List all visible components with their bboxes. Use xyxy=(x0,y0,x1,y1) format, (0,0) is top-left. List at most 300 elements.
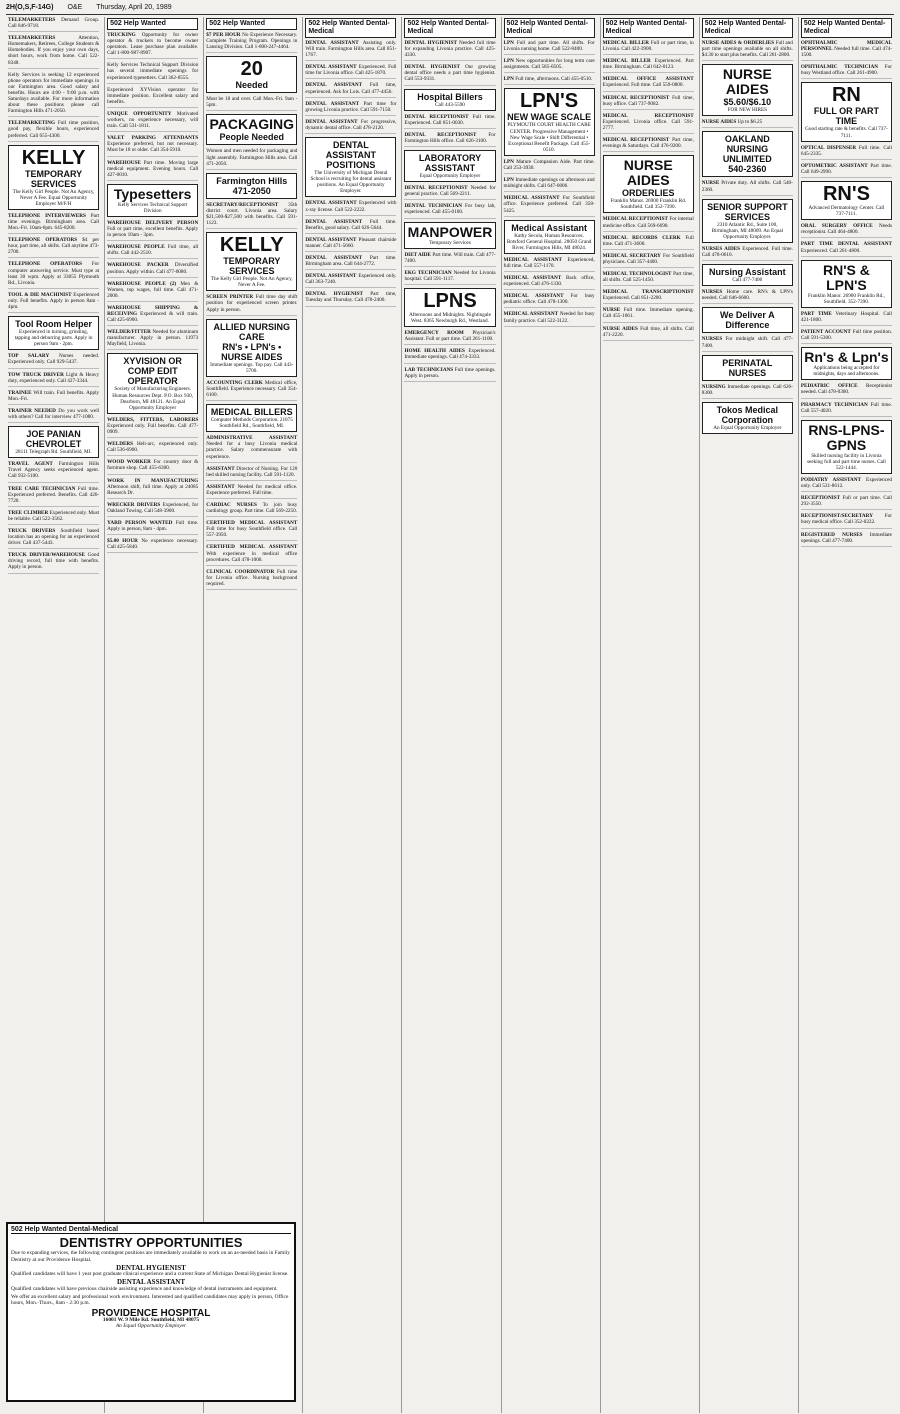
ad-text: Experienced. Full time for Livonia office. Call 425-1870. xyxy=(305,64,397,77)
classified-ad xyxy=(801,64,892,79)
display-ad-box xyxy=(801,420,892,474)
display-ad-box xyxy=(107,353,198,413)
classified-ad xyxy=(206,520,297,541)
classified-ad xyxy=(8,408,99,423)
classified-ad xyxy=(305,291,396,306)
ad-title: MEDICAL ASSISTANT xyxy=(503,256,562,263)
display-ad-headline: Tool Room Helper xyxy=(15,319,92,330)
display-ad-box xyxy=(801,82,892,141)
ad-text: Medical office, Southfield. Experience necessary. Call 354-6100. xyxy=(206,379,298,398)
classified-ad xyxy=(801,383,892,398)
ad-title: DENTAL ASSISTANT xyxy=(305,40,359,46)
ad-title: CERTIFIED MEDICAL ASSISTANT xyxy=(206,520,298,527)
classified-ad xyxy=(801,513,892,528)
classified-ad xyxy=(504,177,595,192)
classified-ad xyxy=(305,200,396,215)
ad-title: PART TIME DENTAL ASSISTANT xyxy=(800,241,892,248)
ad-title: TRAINER NEEDED xyxy=(8,407,56,414)
section-header: 502 Help Wanted Dental-Medical xyxy=(504,18,595,38)
ad-title: ACCOUNTING CLERK xyxy=(206,379,263,386)
display-ad-headline: MEDICAL BILLERS xyxy=(210,407,293,418)
classified-ad xyxy=(504,275,595,290)
classified-ad xyxy=(107,305,198,326)
ad-title: DENTAL RECEPTIONIST xyxy=(404,131,477,138)
display-ad-note: 28111 Telegraph Rd. Southfield, MI. xyxy=(15,449,92,456)
ad-title: DENTAL RECEPTIONIST xyxy=(404,113,469,120)
classified-ad xyxy=(206,435,297,462)
display-ad-headline: Tokos Medical Corporation xyxy=(716,404,778,425)
ad-text: No experience necessary. Call 425-5840. xyxy=(107,538,199,551)
ad-title: PART TIME xyxy=(800,310,832,317)
ad-title: TELEMARKETERS xyxy=(8,35,56,42)
display-ad-box xyxy=(404,89,495,111)
classified-ad xyxy=(404,203,495,218)
classified-ad xyxy=(8,461,99,482)
ad-title: TELEMARKETING xyxy=(8,120,55,127)
display-ad-subhead: FULL OR PART TIME xyxy=(813,106,880,127)
ad-title: WELDERS, FITTERS, LABORERS xyxy=(107,416,199,423)
classified-ad xyxy=(801,241,892,256)
display-ad-note: Applications being accepted for midnights, days and afternoons. xyxy=(813,365,880,378)
ad-text: Experienced XYVision operator for immediate position. Excellent salary and benefits. xyxy=(107,86,199,105)
display-ad-note: Call 443-5590 xyxy=(435,101,465,108)
display-ad-note: Skilled nursing facility in Livonia seeking full and part time nurses. Call 522-1444. xyxy=(807,452,886,471)
classified-ad xyxy=(107,478,198,499)
ad-text: Experienced only. Call 531-8612. xyxy=(800,477,892,490)
classified-ad xyxy=(702,180,793,195)
ad-title: WOOD WORKER xyxy=(107,459,151,466)
classified-ad xyxy=(305,219,396,234)
ad-title: NURSE AIDES xyxy=(701,119,737,126)
ad-text: Part time, all shifts. Call 525-1450. xyxy=(602,270,694,284)
classified-ad xyxy=(801,40,892,61)
ad-title: NURSING xyxy=(701,383,726,390)
ad-text: Veterinary Hospital. Call 421-1800. xyxy=(800,310,892,323)
classified-ad xyxy=(107,32,198,59)
ad-title: WAREHOUSE SHIPPING & RECEIVING xyxy=(107,304,199,317)
ad-text: For busy Westland office. Call 261-4900. xyxy=(800,64,892,77)
ad-title: OPTICAL DISPENSER xyxy=(800,144,857,151)
ad-text: Full time. Call 645-2335. xyxy=(800,144,892,157)
display-ad-subhead: RN's • LPN's • NURSE AIDES xyxy=(221,341,283,362)
ad-title: TELEMARKETERS xyxy=(8,17,56,23)
classified-ad xyxy=(107,281,198,302)
ad-title: DIET AIDE xyxy=(404,251,432,258)
ad-text: For internal medicine office. Call 569-6690. xyxy=(602,216,694,229)
classified-ad xyxy=(107,417,198,438)
classified-ad xyxy=(8,213,99,234)
classified-ad xyxy=(8,353,99,368)
display-ad-note: The Kelly Girl People. Not An Agency, Never A Fee. Equal Opportunity Employer M/F/H xyxy=(12,188,95,207)
ad-text: Will train. Full benefits. Apply Mon.-Fri. xyxy=(8,389,100,402)
ad-title: WAREHOUSE xyxy=(107,159,141,166)
ad-title: MEDICAL ASSISTANT xyxy=(503,311,559,318)
ad-title: NURSE AIDES & ORDERLIES xyxy=(701,40,775,46)
ad-text: Full time. Call 557-4020. xyxy=(800,401,892,414)
ad-text: For Farmington Hills office. Call 626-3100. xyxy=(404,131,496,144)
display-ad-note: Immediate openings. Top pay. Call 443-5700. xyxy=(210,361,294,374)
classified-ad xyxy=(8,292,99,313)
ad-title: MEDICAL BILLER xyxy=(602,58,651,65)
ad-title: DENTAL ASSISTANT xyxy=(305,118,358,125)
classified-ad xyxy=(8,390,99,405)
display-ad-note: An Equal Opportunity Employer xyxy=(713,424,782,431)
ad-text: Experienced with x-ray license. Call 522-2222. xyxy=(305,200,397,213)
display-ad-headline: RNS-LPNS-GPNS xyxy=(808,421,885,453)
ad-text: Full and part time openings available on all shifts. $4.30 to start plus benefits. Call 261-2800. xyxy=(701,40,793,59)
section-header: 502 Help Wanted Dental-Medical xyxy=(801,18,892,38)
ad-title: TRUCKING xyxy=(107,32,136,38)
display-ad-headline: Hospital Billers xyxy=(417,91,483,102)
ad-text: For Southfield physicians. Call 357-4400. xyxy=(602,252,694,265)
classified-ad xyxy=(603,289,694,304)
ad-text: Demand Group. Call 846-9718. xyxy=(8,17,100,30)
ad-title: $7 PER HOUR xyxy=(206,32,241,38)
display-ad-headline: Typesetters xyxy=(113,185,192,202)
ad-title: MEDICAL OFFICE ASSISTANT xyxy=(602,76,694,83)
ad-title: DENTAL ASSISTANT xyxy=(305,82,363,89)
ad-title: LAB TECHNICIANS xyxy=(404,366,454,373)
classified-ad xyxy=(702,384,793,399)
display-ad-box xyxy=(702,307,793,333)
ad-title: MEDICAL RECORDS CLERK xyxy=(602,234,681,241)
bottom-ad-header: 502 Help Wanted Dental-Medical xyxy=(11,1227,291,1234)
classified-ad xyxy=(702,246,793,261)
ad-title: MEDICAL SECRETARY xyxy=(602,252,661,259)
display-ad-box xyxy=(206,114,297,145)
ad-text: For computer answering service. Must type at least 30 wpm. Apply at 33055 Plymouth Rd., Livonia. xyxy=(8,261,100,286)
ad-title: WELDERS xyxy=(107,441,134,448)
classified-ad xyxy=(206,148,297,169)
ad-text: Full time. Apply in person, 8am - 4pm. xyxy=(107,519,199,533)
display-ad-note: Equal Opportunity Employer xyxy=(419,173,481,180)
display-ad-headline: ALLIED NURSING CARE xyxy=(213,321,291,342)
ad-title: TREE CARE TECHNICIAN xyxy=(8,485,76,492)
classified-ad xyxy=(206,502,297,517)
ad-text: 35th district court. Livonia area. Salary $21,500-$27,500 with benefits. Call 591-1123. xyxy=(206,201,298,227)
ad-text: Southfield based location has an opening for an experienced driver. Call 437-5443. xyxy=(8,527,100,547)
classified-ad xyxy=(107,329,198,350)
classified-ad xyxy=(504,311,595,326)
ad-text: Part time evenings. Birmingham area. Call Mon.-Fri. 10am-6pm. 645-8200. xyxy=(8,212,100,232)
classified-ad xyxy=(107,441,198,456)
ad-title: LPN xyxy=(503,40,514,46)
ad-title: PHARMACY TECHNICIAN xyxy=(800,401,868,408)
display-ad-subhead: 540-2360 xyxy=(728,164,767,175)
ad-text: Light & Heavy duty, experienced only. Call 427-3344. xyxy=(8,371,100,384)
classified-ad xyxy=(107,111,198,132)
ad-text: For busy lab, experienced. Call 455-0100. xyxy=(404,203,496,216)
classified-ad xyxy=(305,119,396,134)
display-ad-box xyxy=(8,145,99,210)
section-header: 502 Help Wanted xyxy=(206,18,297,30)
ad-title: CLINICAL COORDINATOR xyxy=(206,568,275,575)
classified-ad xyxy=(8,528,99,549)
display-ad-headline: KELLY xyxy=(21,146,86,169)
ad-text: Director of Nursing. For 120 bed skilled nursing facility. Call 591-1120. xyxy=(206,465,298,478)
classified-ad xyxy=(603,271,694,286)
classified-ad xyxy=(305,40,396,61)
ad-text: Full time. Benefits, good salary. Call 626-5644. xyxy=(305,218,397,231)
ad-text: Full time. Call 471-3600. xyxy=(602,234,694,247)
display-ad-headline: RN'S xyxy=(822,183,870,206)
classified-ad xyxy=(404,270,495,285)
display-ad-box xyxy=(305,137,396,197)
ad-text: Full or part time, in Livonia. Call 422-3900. xyxy=(602,40,694,53)
ad-text: Needed for aluminum manufacturer. Apply in person. 11973 Mayfield, Livonia. xyxy=(107,329,199,348)
display-ad-note: Kelly Services Technical Support Division xyxy=(117,201,188,214)
classified-ad xyxy=(504,40,595,55)
ad-title: WAREHOUSE PACKER xyxy=(107,262,169,269)
classified-ad xyxy=(107,459,198,474)
ad-text: Experienced, full time. Call 557-1170. xyxy=(503,256,595,269)
ad-text: Full time for busy Southfield office. Call 557-3950. xyxy=(206,526,298,539)
ad-text: Home care. RN's & LPN's needed. Call 646-6600. xyxy=(701,289,793,302)
ad-title: DENTAL ASSISTANT xyxy=(305,273,357,280)
ad-title: LPN xyxy=(503,177,514,184)
classified-ad xyxy=(206,466,297,481)
classified-ad xyxy=(107,538,198,553)
ad-text: Full time, busy office. Call 737-9082. xyxy=(602,94,694,107)
ad-title: DENTAL ASSISTANT xyxy=(305,200,357,207)
ad-title: RECEPTIONIST xyxy=(800,495,841,502)
display-ad-headline: Nursing Assistant xyxy=(708,267,786,278)
classified-ad xyxy=(8,510,99,525)
classified-ad xyxy=(206,484,297,499)
ad-title: MEDICAL RECEPTIONIST xyxy=(602,112,694,119)
classified-ad xyxy=(504,159,595,174)
classified-ad xyxy=(107,262,198,277)
display-ad-box xyxy=(206,232,297,291)
classified-ad xyxy=(107,135,198,156)
ad-title: PEDIATRIC OFFICE xyxy=(800,383,858,390)
ad-text: Needed for a busy Livonia medical practice. Salary commensurate with experience. xyxy=(206,441,298,460)
page-number: 2H(O,S,F-14G) xyxy=(6,4,54,11)
classified-ad xyxy=(801,495,892,510)
ad-title: MEDICAL RECEPTIONIST xyxy=(602,94,670,101)
display-ad-note: Franklin Manor. 26900 Franklin Rd. Southfield. Call 352-7390. xyxy=(610,198,686,211)
display-ad-subhead: People Needed xyxy=(219,132,285,143)
ad-title: SECRETARY/RECEPTIONIST xyxy=(206,201,279,208)
ad-text: Heli-arc, experienced only. Call 536-6900. xyxy=(107,441,199,454)
ad-title: NURSES AIDES xyxy=(701,245,741,252)
ad-title: WAREHOUSE PEOPLE xyxy=(107,244,165,251)
display-ad-headline: NURSE AIDES xyxy=(623,157,673,189)
ad-title: TRUCK DRIVERS xyxy=(8,527,56,534)
display-ad-headline: LABORATORY ASSISTANT xyxy=(418,153,482,174)
ad-text: Full time. Experienced. Call 851-0030. xyxy=(404,113,496,126)
ad-text: Full time, all shifts. Call 442-2510. xyxy=(107,244,199,257)
ad-title: DENTAL ASSISTANT xyxy=(305,64,357,71)
classified-ad xyxy=(801,477,892,492)
classified-ad xyxy=(801,223,892,238)
ad-title: MEDICAL TECHNOLOGIST xyxy=(602,270,672,277)
section-header: 502 Help Wanted Dental-Medical xyxy=(702,18,793,38)
bottom-ad-pos1-text: Qualified candidates will have 1 year post graduate clinical experience and a current State of Michigan Dental Hygienist license. xyxy=(11,1271,289,1278)
ad-text: No Experience Necessary. Complete Training Program. Openings in Lansing Division. Call 1-800-247-4464. xyxy=(206,32,298,51)
ad-title: TELEPHONE OPERATORS xyxy=(8,237,78,244)
ad-text: Experienced. Call 261-4800. xyxy=(800,247,861,254)
classified-ad xyxy=(8,35,99,68)
ad-text: Full and part time. All shifts. For Livonia nursing home. Call 522-8400. xyxy=(503,40,595,53)
ad-title: LPN xyxy=(503,58,514,65)
display-ad-note: Experienced in turning, grinding, tapping and deburring parts. Apply in person 9am - 2pm. xyxy=(14,329,93,348)
display-ad-box xyxy=(404,288,495,327)
ad-title: ORAL SURGERY OFFICE xyxy=(800,223,873,230)
classified-ad xyxy=(702,40,793,61)
classified-ad xyxy=(8,120,99,141)
classified-ad xyxy=(504,293,595,308)
classified-ad xyxy=(206,294,297,315)
classified-ad xyxy=(107,62,198,83)
ad-text: Full time, all shifts. Call 471-2220. xyxy=(602,325,694,338)
ad-text: To join busy cardiology group. Part time. Call 569-2250. xyxy=(206,502,298,515)
ad-title: PODIATRY ASSISTANT xyxy=(800,477,861,483)
classified-ad xyxy=(404,367,495,382)
display-ad-headline: JOE PANIAN CHEVROLET xyxy=(25,429,82,450)
display-ad-box xyxy=(702,199,793,243)
bottom-ad-pos2-text: Qualified candidates will have previous chairside assisting experience and knowledge of dental instruments and equipment. xyxy=(11,1285,278,1292)
display-ad-note: PLYMOUTH COURT HEALTH CARE CENTER. Progressive Management • New Wage Scale • Shift Differential • Exceptional Benefit Package. Call 455-0510. xyxy=(507,122,591,153)
ad-text: Full time, experienced. Ask for Lois. Call 477-4456. xyxy=(305,82,397,95)
ad-text: Experienced only. Call 363-7240. xyxy=(305,273,397,286)
ad-title: WAREHOUSE PEOPLE (2) xyxy=(107,280,177,287)
display-ad-box xyxy=(504,88,595,155)
display-ad-note: Temporary Services xyxy=(429,239,471,246)
ad-title: DENTAL ASSISTANT xyxy=(305,100,360,107)
ad-title: DENTAL ASSISTANT xyxy=(305,218,363,225)
ad-title: OPHTHALMIC TECHNICIAN xyxy=(800,64,878,71)
ad-title: TOP SALARY xyxy=(8,353,50,360)
classified-ad xyxy=(8,17,99,32)
classified-ad xyxy=(107,244,198,259)
classified-ad xyxy=(404,185,495,200)
classified-ad xyxy=(206,544,297,565)
classified-ad xyxy=(8,486,99,507)
classified-ad xyxy=(801,532,892,547)
ad-text: Needed for Livonia hospital. Call 591-1117. xyxy=(404,269,496,282)
classified-column xyxy=(401,17,497,1413)
display-ad-headline: XYVISION OR COMP EDIT OPERATOR xyxy=(123,356,182,387)
ad-title: MEDICAL RECEPTIONIST xyxy=(602,216,668,223)
classified-ad xyxy=(404,40,495,61)
ad-title: WORK IN MANUFACTURING xyxy=(107,477,199,484)
classified-ad xyxy=(107,520,198,535)
display-ad-subhead: $5.60/$6.10 xyxy=(723,97,772,108)
ad-text: For midnight shift. Call 477-7400. xyxy=(701,336,793,349)
ad-text: Needed for medical office. Experience preferred. Full time. xyxy=(206,483,298,496)
ad-title: UNIQUE OPPORTUNITY xyxy=(107,110,172,117)
display-ad-headline: PERINATAL NURSES xyxy=(722,357,773,378)
classified-ad xyxy=(305,273,396,288)
ad-text: Full time position, good pay, flexible hours, experienced preferred. Call 655-4300. xyxy=(8,120,100,139)
ad-title: PATIENT ACCOUNT xyxy=(800,328,851,335)
display-ad-note: Society of Manufacturing Engineers. Human Resources Dept. P.O. Box 930, Dearborn, MI 48121. An Equal Opportunity Employer xyxy=(112,386,194,411)
ad-title: $5.00 HOUR xyxy=(107,538,138,545)
classified-ad xyxy=(603,137,694,152)
ad-text: Do you work well with others? Call for interview 477-1080. xyxy=(8,407,100,421)
classified-ad xyxy=(603,40,694,55)
ad-text: Immediate openings. Call 477-7400. xyxy=(800,531,892,544)
ad-text: Experience preferred, but not necessary. Must be 18 or older. Call 354-5910. xyxy=(107,141,199,154)
display-ad-headline: NURSE AIDES xyxy=(722,66,772,98)
ad-title: NURSES xyxy=(701,289,723,296)
display-ad-box xyxy=(702,264,793,286)
display-ad-headline: DENTAL ASSISTANT POSITIONS xyxy=(325,140,377,171)
bottom-ad-eoe: An Equal Opportunity Employer xyxy=(115,1323,187,1330)
display-ad-box xyxy=(206,404,297,432)
classified-ad xyxy=(801,329,892,344)
display-ad-headline: We Deliver A Difference xyxy=(720,310,775,331)
classified-column xyxy=(798,17,894,1413)
ad-title: MEDICAL RECEPTIONIST xyxy=(602,137,670,144)
ad-text: Mature Companion Aide. Part time. Call 253-3930. xyxy=(503,158,595,172)
display-ad-note: Call 477-7400 xyxy=(732,277,763,284)
ad-text: For Southfield office. Experience preferred. Call 358-5425. xyxy=(503,195,595,214)
ad-title: VALET PARKING ATTENDANTS xyxy=(107,135,199,142)
classified-ad xyxy=(107,87,198,108)
display-ad-note: 2310 Atlantic Rd., Suite 100, Birmingham, MI 48009. An Equal Opportunity Employer. xyxy=(711,221,784,240)
display-ad-subhead: Needed xyxy=(235,80,269,91)
display-ad-box xyxy=(8,316,99,350)
ad-text: Farmington Hills Travel Agency seeks experienced agent. Call 932-5100. xyxy=(8,461,100,480)
ad-text: Good driving record, full time with benefits. Apply in person. xyxy=(8,552,100,571)
ad-title: TRUCK DRIVER/WAREHOUSE xyxy=(8,552,85,559)
display-ad-headline: Farmington Hills xyxy=(216,175,288,186)
ad-text: Full time day shift position for experienced screen printer. Apply in person. xyxy=(206,294,298,313)
ad-text: Needed full time. Call 474-1500. xyxy=(800,46,892,59)
display-ad-subhead: 471-2050 xyxy=(232,185,271,196)
classified-ad xyxy=(801,163,892,178)
ad-title: NURSES xyxy=(701,336,723,343)
classified-ad xyxy=(603,307,694,322)
classified-ad xyxy=(801,311,892,326)
ad-text: Full time. Immediate opening. Call 455-1661. xyxy=(602,307,694,320)
ad-text: Experienced. Livonia office. Call 591-2777. xyxy=(602,118,694,131)
classified-ad xyxy=(603,235,694,250)
ad-text: Part time. Moving large medical equipment. Evening hours. Call 427-0010. xyxy=(107,159,199,178)
ad-title: MEDICAL ASSISTANT xyxy=(503,293,564,300)
ad-text: Experienced only. Full benefits. Apply in person 8am - 4pm. xyxy=(8,291,100,310)
classified-ad xyxy=(8,372,99,387)
ad-text: Part time for growing Livonia practice. Call 591-7150. xyxy=(305,100,397,113)
display-ad-note: The University of Michigan Dental School is recruiting for dental assistant positions. An Equal Opportunity Employer. xyxy=(310,170,392,195)
ad-title: OPTOMETRIC ASSISTANT xyxy=(800,162,868,169)
classified-ad xyxy=(504,76,595,85)
display-ad-box xyxy=(603,155,694,213)
classified-ad xyxy=(702,289,793,304)
section-header: 502 Help Wanted Dental-Medical xyxy=(404,18,495,38)
section-header: 502 Help Wanted xyxy=(107,18,198,30)
bottom-ad-closing: We offer an excellent salary and professional work environment. Interested and qualified candidates may apply in person, Office hours, Mon.-Thurs., 8am - 2:30 p.m. xyxy=(11,1294,289,1307)
ad-title: TOOL & DIE MACHINIST xyxy=(8,291,72,298)
display-ad-box xyxy=(107,184,198,217)
masthead xyxy=(6,4,894,15)
classified-ad xyxy=(305,82,396,97)
classified-ad xyxy=(404,330,495,345)
ad-text: Nurses needed. Experienced only. Call 929-5437. xyxy=(8,353,100,366)
ad-text: Part time. Will train. Call 477-7400. xyxy=(404,251,496,264)
display-ad-headline: RN xyxy=(831,84,861,107)
display-ad-note: The Kelly Girl People. Not An Agency, Never A Fee. xyxy=(210,276,293,289)
ad-title: HOME HEALTH AIDES xyxy=(404,348,465,355)
ad-title: LPN xyxy=(503,76,514,83)
display-ad-box xyxy=(801,260,892,308)
display-ad-note: Advanced Dermatology Center. Call 737-7111. xyxy=(808,205,885,218)
ad-title: OPHTHALMIC MEDICAL PERSONNEL xyxy=(800,40,892,53)
display-ad-box xyxy=(8,426,99,458)
ad-title: TRAVEL AGENT xyxy=(8,461,53,468)
